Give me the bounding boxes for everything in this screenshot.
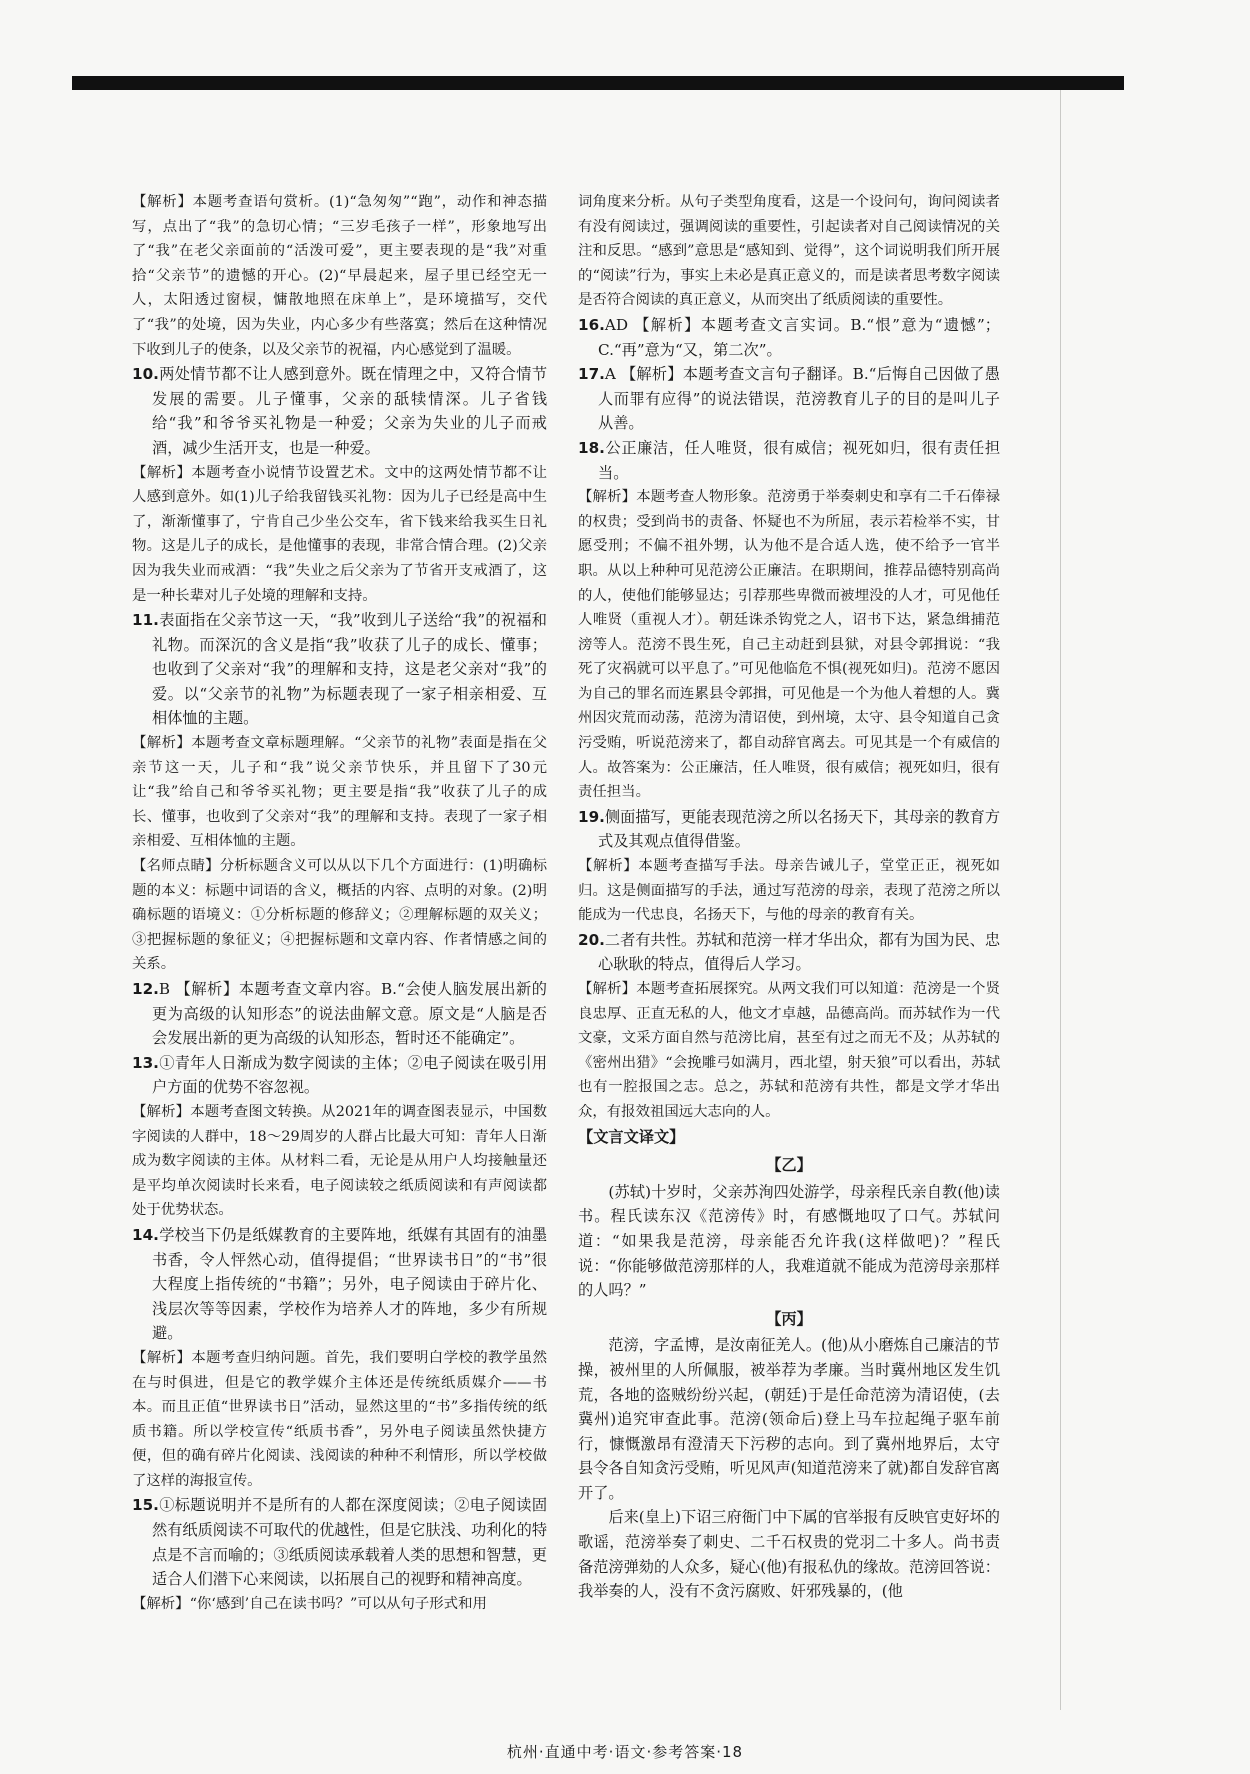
question-number: 10. (132, 365, 159, 384)
question-number: 20. (578, 930, 605, 949)
analysis-paragraph: 【解析】本题考查人物形象。范滂勇于举奏刺史和享有二千石俸禄的权贵；受到尚书的责备、怀疑也不为所屈，表示若检举不实，甘愿受刑；不偏不祖外甥，认为他不是合适人选，使不给予一官半职。从以上种种可见范滂公正廉洁。在职期间，推荐品德特别高尚的人，使他们能够显达；引荐那些卑微而被埋没的人才，可见他任人唯贤（重视人才）。朝廷诛杀钩党之人，诏书下达，紧急缉捕范滂等人。范滂不畏生死，自己主动赶到县狱，对县令郭揖说：“我死了灾祸就可以平息了。”可见他临危不惧(视死如归)。范滂不愿因为自己的罪名而连累县令郭揖，可见他是一个为他人着想的人。冀州因灾荒而动荡，范滂为清诏使，到州境，太守、县令知道自己贪污受贿，听说范滂来了，都自动辞官离去。可见其是一个有威信的人。故答案为：公正廉洁，任人唯贤，很有威信；视死如归，很有责任担当。 (578, 489, 1000, 801)
question-number: 12. (132, 980, 159, 998)
answer-item (132, 1493, 547, 1591)
analysis-paragraph: 【解析】本题考查语句赏析。(1)“急匆匆”“跑”，动作和神态描写，点出了“我”的急切心情；“三岁毛孩子一样”，形象地写出了“我”在老父亲面前的“活泼可爱”，更主要表现的是“我”对重拾“父亲节”的遗憾的开心。(2)“早晨起来，屋子里已经空无一人，太阳透过窗棂，慵散地照在床单上”，是环境描写，交代了“我”的处境，因为失业，内心多少有些落寞；然后在这种情况下收到儿子的使条，以及父亲节的祝福，内心感觉到了温暖。 (132, 194, 547, 358)
translation-paragraph: (苏轼)十岁时，父亲苏洵四处游学，母亲程氏亲自教(他)读书。程氏读东汉《范滂传》时，有感慨地叹了口气。苏轼问道：“如果我是范滂，母亲能否允许我(这样做吧)？”程氏说：“你能够做范滂那样的人，我难道就不能成为范滂母亲那样的人吗？” (578, 1182, 1000, 1300)
answer-text: 公正廉洁，任人唯贤，很有威信；视死如归，很有责任担当。 (598, 438, 1000, 482)
answer-text: ①青年人日渐成为数字阅读的主体；②电子阅读在吸引用户方面的优势不容忽视。 (152, 1053, 547, 1097)
question-number: 11. (132, 611, 159, 630)
top-black-bar (72, 76, 1124, 90)
answer-item (132, 977, 547, 1051)
translation-paragraph: 范滂，字孟博，是汝南征羌人。(他)从小磨炼自己廉洁的节操，被州里的人所佩服，被举荐为孝廉。当时冀州地区发生饥荒，各地的盗贼纷纷兴起，(朝廷)于是任命范滂为清诏使，(去冀州)追究审查此事。范滂(领命后)登上马车拉起绳子驱车前行，慷慨激昂有澄清天下污秽的志向。到了冀州地界后，太守县令各自知贪污受贿，听见风声(知道范滂来了就)都自发辞官离开了。 (578, 1336, 1000, 1502)
answer-text: A 【解析】本题考查文言句子翻译。B.“后悔自己因做了愚人而罪有应得”的说法错误，范滂教育儿子的目的是叫儿子从善。 (598, 365, 1000, 433)
analysis-paragraph: 【解析】“你‘感到’自己在读书吗？”可以从句子形式和用 (132, 1595, 487, 1612)
answer-item (132, 362, 547, 460)
question-number: 19. (578, 807, 605, 826)
answer-text: 学校当下仍是纸媒教育的主要阵地，纸媒有其固有的油墨书香，令人怦然心动，值得提倡；“世界读书日”的“书”很大程度上指传统的“书籍”；另外，电子阅读由于碎片化、浅层次等等因素，学校作为培养人才的阵地，多少有所规避。 (152, 1225, 547, 1343)
question-number: 14. (132, 1225, 159, 1244)
analysis-paragraph: 【解析】本题考查归纳问题。首先，我们要明白学校的教学虽然在与时俱进，但是它的教学媒介主体还是传统纸质媒介——书本。而且正值“世界读书日”活动，显然这里的“书”多指传统的纸质书籍。所以学校宣传“纸质书香”，另外电子阅读虽然快捷方便，但的确有碎片化阅读、浅阅读的种种不利情形，所以学校做了这样的海报宣传。 (132, 1349, 547, 1489)
answer-item (132, 1223, 547, 1346)
translation-subheading: 【丙】 (766, 1309, 812, 1328)
answer-item (578, 928, 1000, 977)
answer-item (578, 436, 1000, 485)
question-number: 18. (578, 438, 605, 457)
answer-text: 表面指在父亲节这一天，“我”收到儿子送给“我”的祝福和礼物。而深沉的含义是指“我”收获了儿子的成长、懂事；也收到了父亲对“我”的理解和支持，这是老父亲对“我”的爱。以“父亲节的礼物”为标题表现了一家子相亲相爱、互相体恤的主题。 (152, 611, 547, 728)
section-heading: 【文言文译文】 (578, 1127, 685, 1146)
question-number: 15. (132, 1496, 159, 1515)
right-column (578, 190, 1000, 1604)
answer-text: ①标题说明并不是所有的人都在深度阅读；②电子阅读固然有纸质阅读不可取代的优越性，但是它肤浅、功利化的特点是不言而喻的；③纸质阅读承载着人类的思想和智慧，更适合人们潜下心来阅读，以拓展自己的视野和精神高度。 (152, 1496, 547, 1589)
analysis-paragraph: 【名师点睛】分析标题含义可以从以下几个方面进行：(1)明确标题的本义：标题中词语的含义，概括的内容、点明的对象。(2)明确标题的语境义：①分析标题的修辞义；②理解标题的双关义；③把握标题的象征义；④把握标题和文章内容、作者情感之间的关系。 (132, 858, 547, 973)
answer-text: AD 【解析】本题考查文言实词。B.“恨”意为“遗憾”；C.“再”意为“又，第二次”。 (598, 315, 1000, 359)
page-footer: 杭州·直通中考·语文·参考答案·18 (506, 1743, 744, 1761)
question-number: 17. (578, 365, 605, 384)
answer-item (578, 362, 1000, 436)
left-column (132, 190, 547, 1616)
analysis-paragraph: 【解析】本题考查小说情节设置艺术。文中的这两处情节都不让人感到意外。如(1)儿子给我留钱买礼物：因为儿子已经是高中生了，渐渐懂事了，宁肯自己少坐公交车，省下钱来给我买生日礼物。这是儿子的成长，是他懂事的表现，非常合情合理。(2)父亲因为我失业而戒酒：“我”失业之后父亲为了节省开支戒酒了，这是一种长辈对儿子处境的理解和支持。 (132, 464, 547, 604)
answer-item (578, 805, 1000, 854)
translation-subheading: 【乙】 (766, 1156, 812, 1175)
answer-text: 二者有共性。苏轼和范滂一样才华出众，都有为国为民、忠心耿耿的特点，值得后人学习。 (598, 930, 1000, 974)
analysis-paragraph: 【解析】本题考查描写手法。母亲告诫儿子，堂堂正正，视死如归。这是侧面描写的手法，通过写范滂的母亲，表现了范滂之所以能成为一代忠良，名扬天下，与他的母亲的教育有关。 (578, 858, 1000, 924)
page-edge-line (1060, 90, 1061, 1710)
answer-text: 侧面描写，更能表现范滂之所以名扬天下，其母亲的教育方式及其观点值得借鉴。 (598, 807, 1000, 851)
answer-text: 两处情节都不让人感到意外。既在情理之中，又符合情节发展的需要。儿子懂事，父亲的舐犊情深。儿子省钱给“我”和爷爷买礼物是一种爱；父亲为失业的儿子而戒酒，减少生活开支，也是一种爱。 (152, 365, 547, 457)
translation-paragraph: 后来(皇上)下诏三府衙门中下属的官举报有反映官吏好坏的歌谣，范滂举奏了刺史、二千石权贵的党羽二十多人。尚书责备范滂弹劾的人众多，疑心(他)有报私仇的缘故。范滂回答说：我举奏的人，没有不贪污腐败、奸邪残暴的，(他 (578, 1508, 1000, 1601)
analysis-paragraph: 【解析】本题考查拓展探究。从两文我们可以知道：范滂是一个贤良忠厚、正直无私的人，他文才卓越，品德高尚。而苏轼作为一代文豪，文采方面自然与范滂比肩，甚至有过之而无不及；从苏轼的《密州出猎》“会挽雕弓如满月，西北望，射天狼”可以看出，苏轼也有一腔报国之志。总之，苏轼和范滂有共性，都是文学才华出众，有报效祖国远大志向的人。 (578, 981, 1000, 1120)
answer-text: B 【解析】本题考查文章内容。B.“会使人脑发展出新的更为高级的认知形态”的说法曲解文意。原文是“人脑是否会发展出新的更为高级的认知形态，暂时还不能确定”。 (152, 980, 547, 1048)
analysis-paragraph: 【解析】本题考查图文转换。从2021年的调查图表显示，中国数字阅读的人群中，18～29周岁的人群占比最大可知：青年人日渐成为数字阅读的主体。从材料二看，无论是从用户人均接触量还是平均单次阅读时长来看，电子阅读较之纸质阅读和有声阅读都处于优势状态。 (132, 1103, 547, 1219)
question-number: 16. (578, 315, 605, 334)
answer-item (578, 313, 1000, 362)
question-number: 13. (132, 1053, 159, 1072)
analysis-paragraph: 【解析】本题考查文章标题理解。“父亲节的礼物”表面是指在父亲节这一天，儿子和“我”说父亲节快乐，并且留下了30元让“我”给自己和爷爷买礼物；更主要是指“我”收获了儿子的成长、懂事，也收到了父亲对“我”的理解和支持。表现了一家子相亲相爱、互相体恤的主题。 (132, 735, 547, 850)
analysis-paragraph: 词角度来分析。从句子类型角度看，这是一个设问句，询问阅读者有没有阅读过，强调阅读的重要性，引起读者对自己阅读情况的关注和反思。“感到”意思是“感知到、觉得”，这个词说明我们所开展的“阅读”行为，事实上未必是真正意义的，而是读者思考数字阅读是否符合阅读的真正意义，从而突出了纸质阅读的重要性。 (578, 194, 1000, 309)
answer-item (132, 608, 547, 731)
answer-item (132, 1051, 547, 1100)
